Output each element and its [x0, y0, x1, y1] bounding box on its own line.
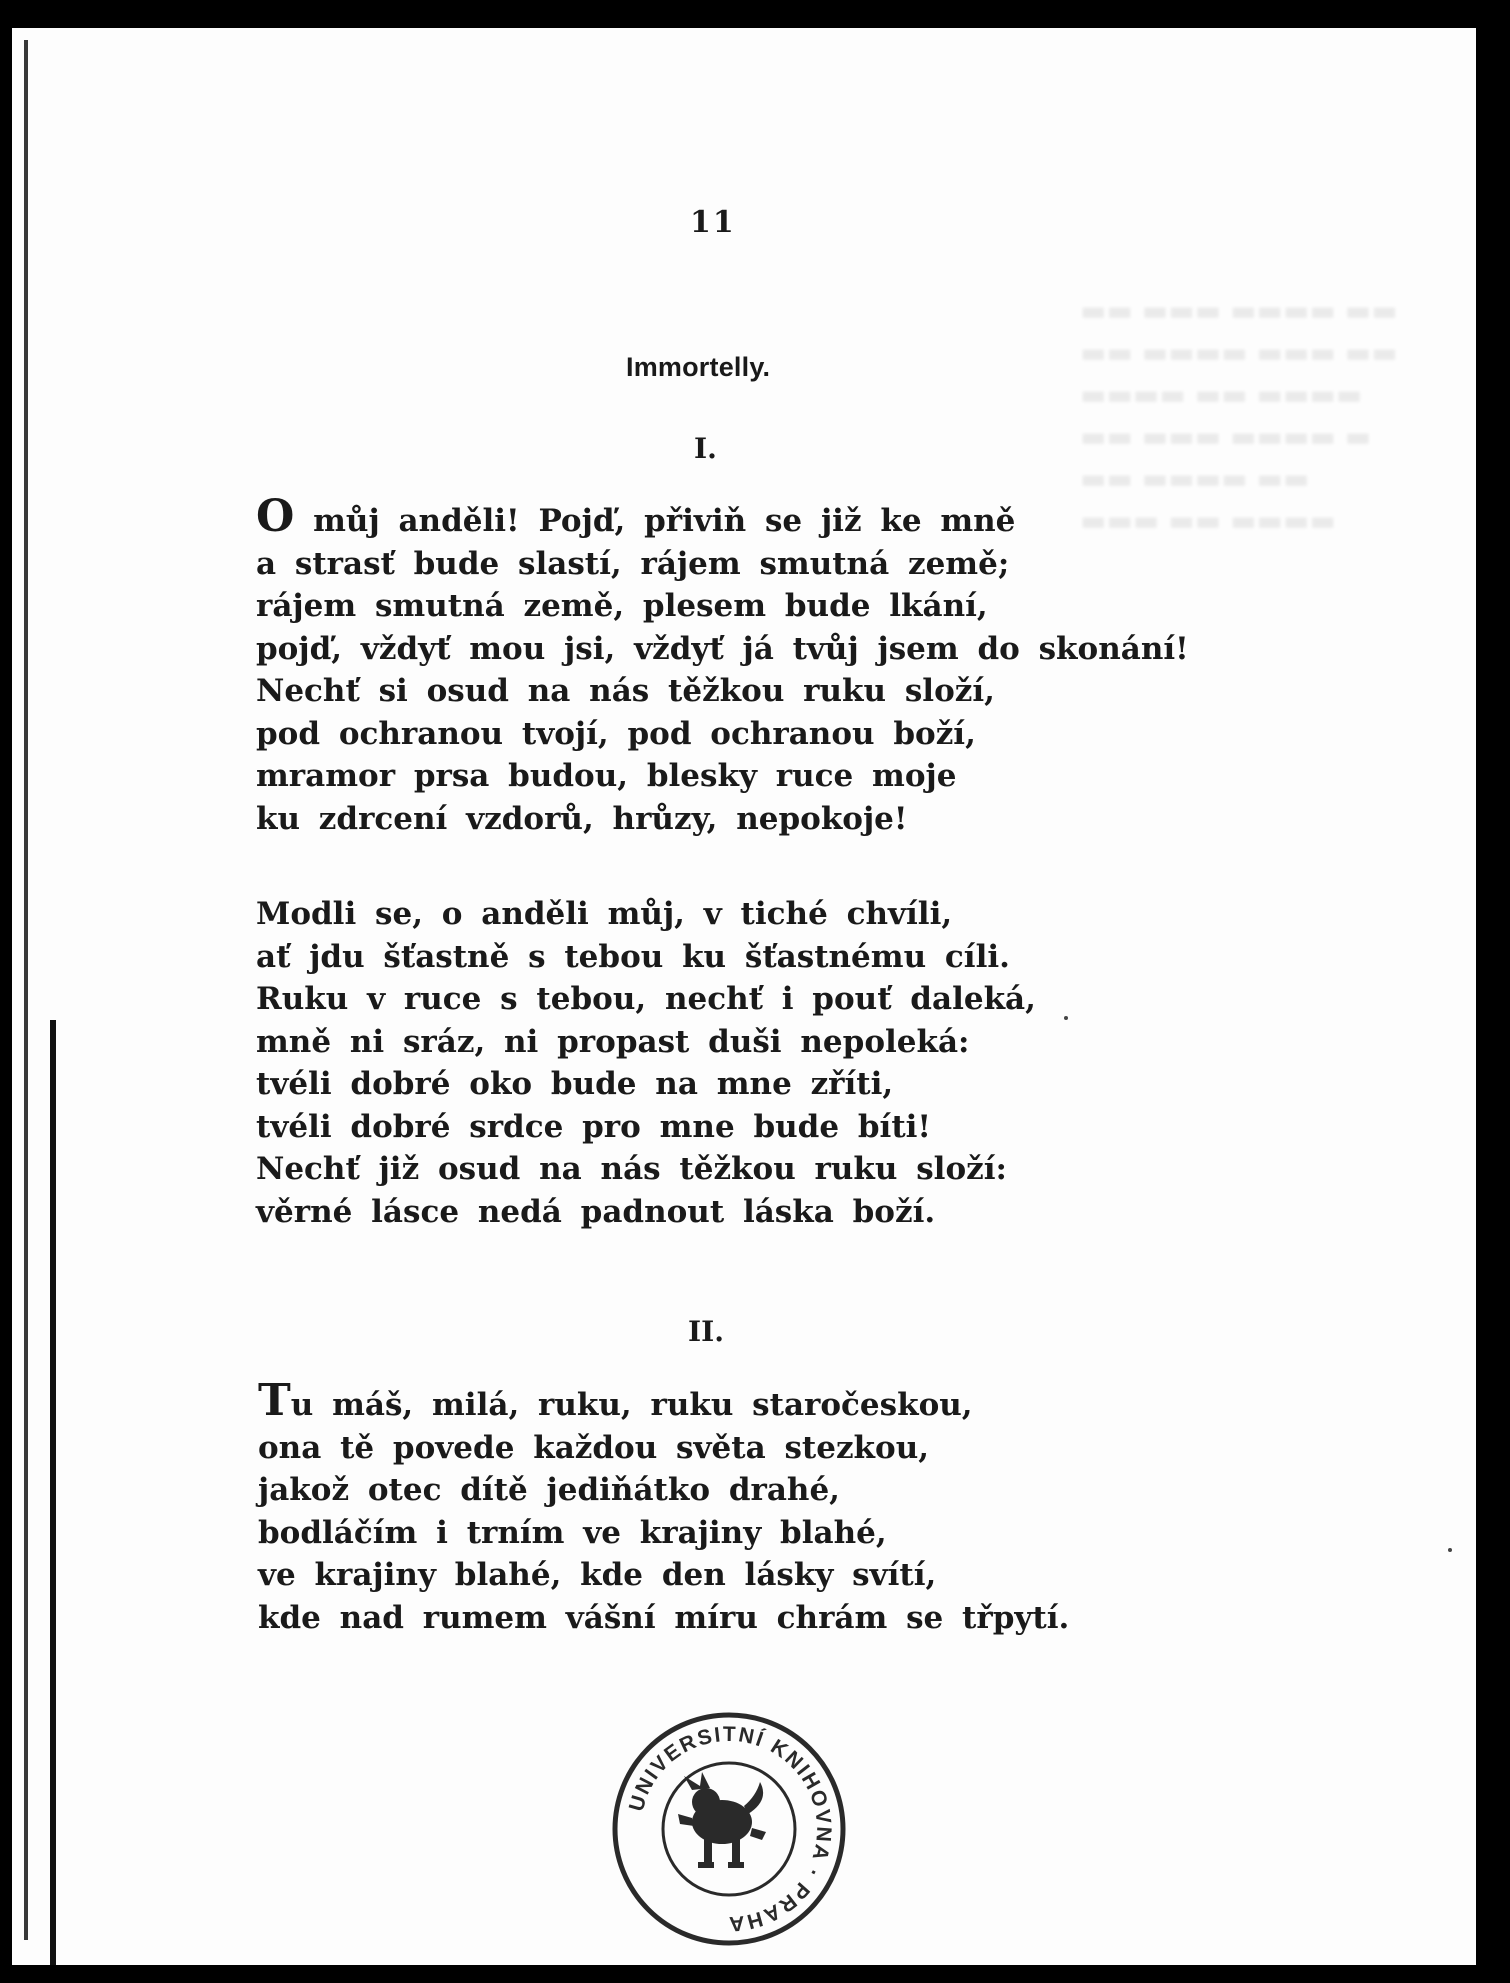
verse-line: mně ni sráz, ni propast duši nepoleká: [256, 1023, 970, 1060]
verse-line: pod ochranou tvojí, pod ochranou boží, [256, 715, 976, 752]
verse-line: bodláčím i trním ve krajiny blahé, [258, 1514, 887, 1551]
stanza-3 [258, 1375, 1070, 1639]
verse-line: tvéli dobré oko bude na mne zříti, [256, 1066, 894, 1102]
verse-line: mramor prsa budou, blesky ruce moje [256, 758, 957, 794]
verse-line: věrné lásce nedá padnout láska boží. [256, 1193, 936, 1230]
verse-line: tvéli dobré srdce pro mne bude bíti! [256, 1108, 932, 1145]
lion-emblem [678, 1772, 766, 1868]
initial-letter: T [258, 1375, 291, 1426]
scan-edge-top [0, 0, 1510, 28]
verse-line: jakož otec dítě jediňátko drahé, [258, 1472, 840, 1508]
stamp-text: UNIVERSITNÍ KNIHOVNA · PRAHA [624, 1722, 836, 1936]
library-stamp-seal [610, 1710, 848, 1948]
verse-line: Tu máš, milá, ruku, ruku staročeskou, [258, 1375, 973, 1426]
bleed-through-text: ▬▬ ▬▬▬ ▬▬▬▬ ▬▬ ▬▬ ▬▬▬▬ ▬▬▬ ▬▬ ▬▬▬▬ ▬▬ ▬▬▬▬ ▬▬ ▬▬▬ ▬▬▬▬ ▬ ▬▬ ▬▬▬▬ ▬▬ ▬▬▬ ▬▬ ▬▬▬▬ [1080, 294, 1398, 537]
verse-line: O můj anděli! Pojď, přiviň se již ke mně [256, 491, 1016, 542]
page-number: 11 [690, 205, 736, 240]
initial-letter: O [256, 491, 295, 542]
verse-line: a strasť bude slastí, rájem smutná země; [256, 545, 1010, 582]
poem-title: Immortelly. [626, 352, 771, 382]
verse-line: rájem smutná země, plesem bude lkání, [256, 588, 988, 624]
scan-edge-left [0, 0, 12, 1983]
dust-speck [1448, 1548, 1452, 1552]
library-stamp [610, 1710, 848, 1948]
dust-speck [1064, 1016, 1068, 1020]
verse-line: Nechť již osud na nás těžkou ruku složí: [256, 1151, 1007, 1187]
scan-edge-shadow [24, 40, 28, 1940]
stanza-2 [256, 893, 1036, 1233]
section-number-1: I. [694, 432, 717, 465]
stanza-1 [256, 491, 1189, 840]
verse-line: ať jdu šťastně s tebou ku šťastnému cíli. [256, 938, 1010, 975]
scan-edge-right [1476, 0, 1510, 1983]
section-number-2: II. [688, 1315, 724, 1348]
scan-edge-bottom [0, 1965, 1510, 1983]
verse-line: ona tě povede každou světa stezkou, [258, 1429, 930, 1466]
verse-line: kde nad rumem vášní míru chrám se třpytí. [258, 1599, 1070, 1636]
verse-line: pojď, vždyť mou jsi, vždyť já tvůj jsem do skonání! [256, 630, 1189, 667]
verse-line: Nechť si osud na nás těžkou ruku složí, [256, 673, 995, 709]
scan-binding-line [50, 1020, 56, 1983]
verse-line: ve krajiny blahé, kde den lásky svítí, [258, 1557, 937, 1593]
verse-line: Ruku v ruce s tebou, nechť i pouť daleká, [256, 981, 1036, 1017]
verse-line: Modli se, o anděli můj, v tiché chvíli, [256, 896, 953, 932]
verse-line: ku zdrcení vzdorů, hrůzy, nepokoje! [256, 800, 908, 837]
